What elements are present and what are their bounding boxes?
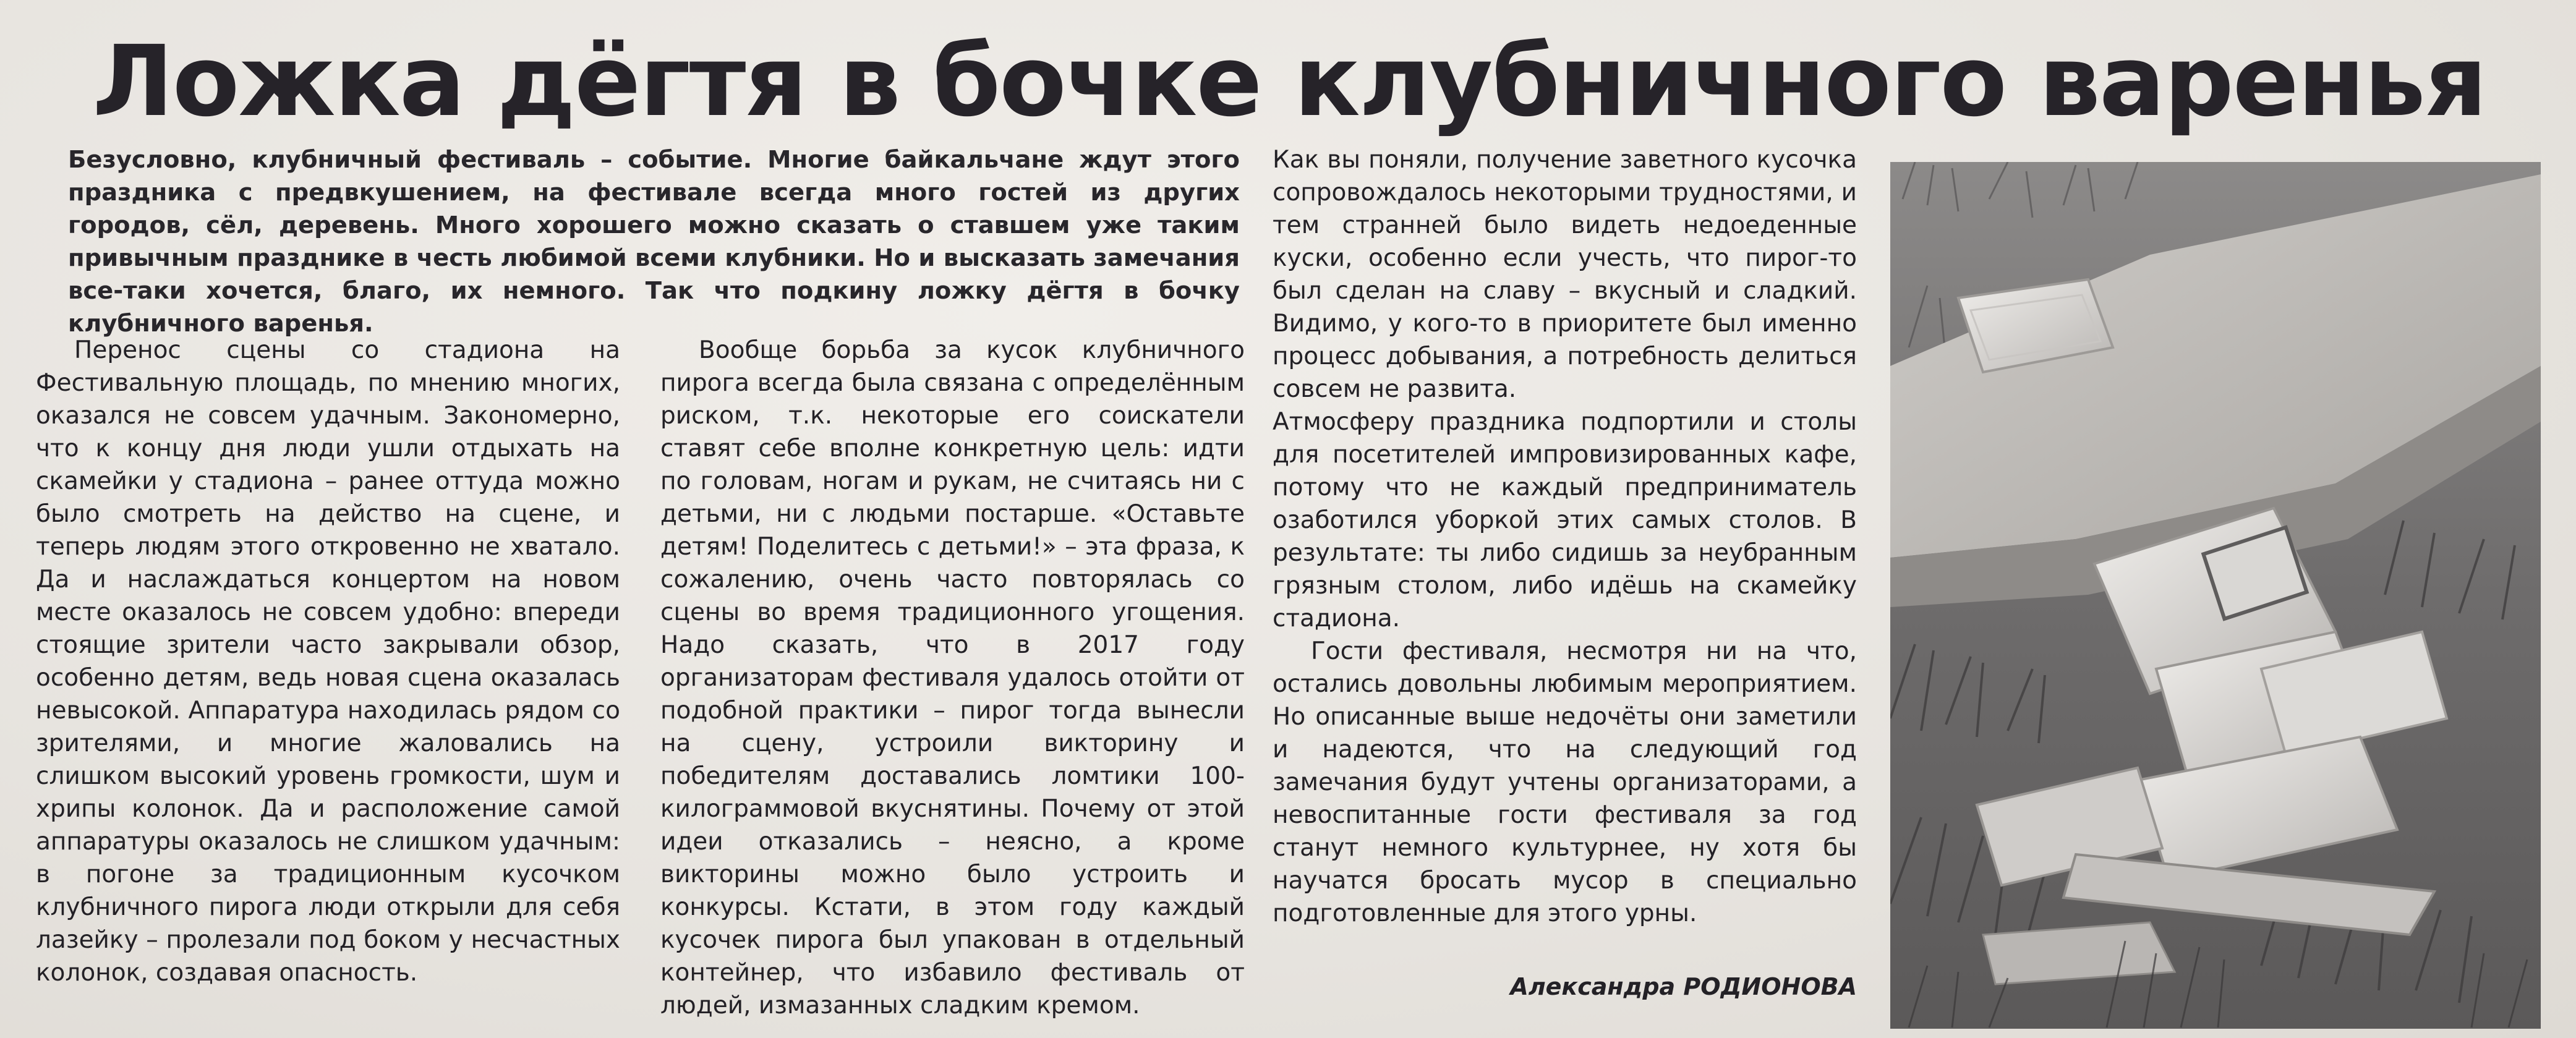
article-paragraph: Перенос сцены со стадиона на Фестивальную площадь, по мнению многих, оказался не совсем удачным. Закономерно, что к концу дня люди ушли отдыхать на скамейки у стадиона – ранее оттуда можно было смотреть на действо на сцене, и теперь людям этого откровенно не хватало. Да и наслаждаться концертом на новом месте оказалось не совсем удобно: впереди стоящие зрители часто закрывали обзор, особенно детям, ведь новая сцена оказалась невысокой. Аппаратура находилась рядом со зрителями, и многие жаловались на слишком высокий уровень громкости, шум и хрипы колонок. Да и расположение самой аппаратуры оказалось не слишком удачным: в погоне за традиционным кусочком клубничного пирога люди открыли для себя лазейку – пролезали под боком у несчастных колонок, создавая опасность. bbox=[36, 336, 620, 987]
photo-illustration bbox=[1890, 162, 2541, 1029]
author-signature: Александра РОДИОНОВА bbox=[1510, 973, 1857, 1000]
article-paragraph: Вообще борьба за кусок клубничного пирога всегда была связана с определённым риском, т.к. некоторые его соискатели ставят себе вполне конкретную цель: идти по головам, ногам и рукам, не считаясь ни с детьми, ни с людьми постарше. «Оставьте детям! Поделитесь с детьми!» – эта фраза, к сожалению, очень часто повторялась со сцены во время традиционного угощения. Надо сказать, что в 2017 году организаторам фестиваля удалось отойти от подобной практики – пирог тогда вынесли на сцену, устроили викторину и победителям доставались ломтики 100-килограммовой вкуснятины. Почему от этой идеи отказались – неясно, а кроме викторины можно было устроить и конкурсы. Кстати, в этом году каждый кусочек пирога был упакован в отдельный контейнер, что избавило фестиваль от людей, измазанных сладким кремом. bbox=[660, 336, 1245, 1019]
article-paragraph: Как вы поняли, получение заветного кусочка сопровождалось некоторыми трудностями, и тем странней было видеть недоеденные куски, особенно если учесть, что пирог-то был сделан на славу – вкусный и сладкий. Видимо, у кого-то в приоритете был именно процесс добывания, а потребность делиться совсем не развита. bbox=[1273, 146, 1857, 403]
article-headline: Ложка дёгтя в бочке клубничного варенья bbox=[92, 25, 2486, 138]
article-photo bbox=[1890, 162, 2541, 1029]
article-column-1 bbox=[36, 334, 620, 989]
article-lead: Безусловно, клубничный фестиваль – событие. Многие байкальчане ждут этого праздника с предвкушением, на фестивале всегда много гостей из других городов, сёл, деревень. Много хорошего можно сказать о ставшем уже таким привычным празднике в честь любимой всеми клубники. Но и высказать замечания все-таки хочется, благо, их немного. Так что подкину ложку дёгтя в бочку клубничного варенья. bbox=[68, 146, 1240, 338]
article-paragraph: Атмосферу праздника подпортили и столы для посетителей импровизированных кафе, потому что не каждый предприниматель озаботился уборкой этих самых столов. В результате: ты либо сидишь за неубранным грязным столом, либо идёшь на скамейку стадиона. bbox=[1273, 408, 1857, 632]
article-paragraph: Гости фестиваля, несмотря ни на что, остались довольны любимым мероприятием. Но описанные выше недочёты они заметили и надеются, что на следующий год замечания будут учтены организаторами, а невоспитанные гости фестиваля за год станут немного культурнее, ну хотя бы научатся бросать мусор в специально подготовленные для этого урны. bbox=[1273, 637, 1857, 927]
article-column-2 bbox=[660, 334, 1245, 1022]
article-column-3 bbox=[1273, 143, 1857, 930]
